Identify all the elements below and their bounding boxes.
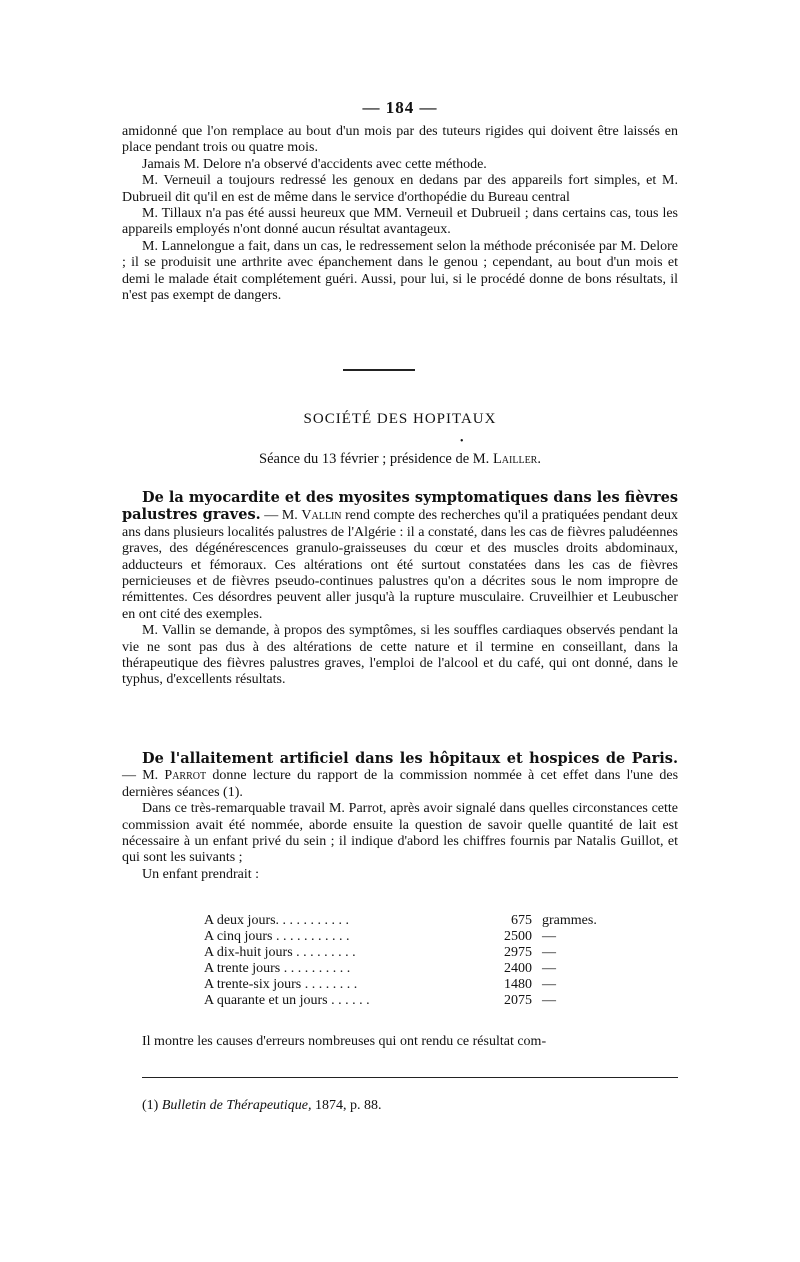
paragraph-tillaux: M. Tillaux n'a pas été aussi heureux que MM. Verneuil et Dubrueil ; dans certains cas, tous les appareils employés n'ont donné aucun résultat avantageux. (122, 206, 678, 238)
row-label: A quarante et un jours . . . . . . (204, 993, 370, 1008)
row-unit: — (542, 961, 556, 976)
section-myocardite (122, 490, 678, 689)
section1-paragraph-2: M. Vallin se demande, à propos des symptômes, si les souffles cardiaques observés pendant la vie ne sont pas dus à des altérations de cette nature et il termine en conseillant, dans la thérapeutique des fièvres palustres graves, l'emploi de l'alcool et du café, qui ont donné, dans le typhus, d'excellents résultats. (122, 623, 678, 688)
seance-prefix: Séance du 13 février ; présidence de M. (259, 451, 490, 467)
row-unit: grammes. (542, 913, 597, 928)
row-unit: — (542, 993, 556, 1008)
footnote-divider (142, 1077, 678, 1078)
row-value: 2975 (504, 945, 532, 960)
ornament-dot: • (460, 436, 464, 447)
paragraph-lannelongue: M. Lannelongue a fait, dans un cas, le redressement selon la méthode préconisée par M. Delore ; il se produisit une arthrite avec épanchement dans le genou ; cependant, au bout d'un mois et demi le malade était complétement guéri. Aussi, pour lui, si le procédé donne de bons résultats, il n'est pas exempt de dangers. (122, 238, 678, 304)
section1-paragraph-1: rend compte des recherches qu'il a pratiquées pendant deux ans dans plusieurs localités palustres de l'Algérie : il a constaté, dans les cas de fièvres paludéennes graves, des dégénérescences granulo-graisseuses du cœur et des muscles droits abdominaux, adducteurs et fémoraux. Ces altérations ont été surtout constatées dans les cas de fièvres pernicieuses et de fièvres pseudo-continues palustres qu'on a décrites sous le nom impropre de rémittentes. Ces désordres peuvent aller jusqu'à la rupture musculaire. Cruveilhier et Leubuscher en ont cité des exemples. (122, 508, 678, 622)
section2-paragraph-2: Dans ce très-remarquable travail M. Parrot, après avoir signalé dans quelles circonstances cette commission avait été nommée, aborde ensuite la question de savoir quelle quantité de lait est nécessaire à un enfant privé du sein ; il indique d'abord les chiffres fournis par Natalis Guillot, et qui sont les suivants ; (122, 801, 678, 866)
row-value: 1480 (504, 977, 532, 992)
paragraph-continuation: amidonné que l'on remplace au bout d'un mois par des tuteurs rigides qui doivent être laissés en place pendant trois ou quatre mois. (122, 124, 678, 156)
section-heading-myocardite: De la myocardite et des myosites symptomatiques dans les fièvres palustres graves. (122, 489, 678, 524)
row-label: A deux jours. . . . . . . . . . . (204, 913, 350, 928)
seance-president: Lailler (492, 451, 538, 467)
section-divider (343, 369, 415, 371)
page-number: — 184 — (362, 98, 438, 117)
row-unit: — (542, 929, 556, 944)
section2-intro: — M. (122, 768, 159, 784)
seance-line: Séance du 13 février ; présidence de M. Lailler. (259, 451, 541, 467)
row-value: 2500 (504, 929, 532, 944)
footnote-number: (1) (142, 1098, 159, 1113)
society-title: SOCIÉTÉ DES HOPITAUX (303, 411, 497, 427)
section-heading-allaitement: De l'allaitement artificiel dans les hôpitaux et hospices de Paris. (142, 750, 678, 767)
row-label: A cinq jours . . . . . . . . . . . (204, 929, 350, 944)
row-unit: — (542, 945, 556, 960)
paragraph-verneuil: M. Verneuil a toujours redressé les genoux en dedans par des appareils fort simples, et M. Dubrueil dit qu'il en est de même dans le service d'orthopédie du Bureau central (122, 173, 678, 205)
top-text-block (122, 124, 678, 304)
speaker-parrot: Parrot (164, 768, 207, 784)
speaker-vallin: Vallin (301, 508, 342, 524)
section2-paragraph-1: donne lecture du rapport de la commission nommée à cet effet dans l'une des dernières séances (1). (122, 768, 679, 800)
footnote-ref: 1874, p. 88. (315, 1098, 382, 1113)
row-label: A dix-huit jours . . . . . . . . . (204, 945, 356, 960)
section1-intro: — M. (260, 508, 298, 524)
row-label: A trente jours . . . . . . . . . . (204, 961, 351, 976)
row-value: 2400 (504, 961, 532, 976)
row-value: 675 (511, 913, 532, 928)
row-unit: — (542, 977, 556, 992)
footnote-title: Bulletin de Thérapeutique, (161, 1098, 312, 1113)
footnote (142, 1098, 382, 1114)
row-value: 2075 (504, 993, 532, 1008)
section2-paragraph-3: Un enfant prendrait : (142, 866, 260, 882)
continuation-line: Il montre les causes d'erreurs nombreuses qui ont rendu ce résultat com- (142, 1034, 547, 1049)
row-label: A trente-six jours . . . . . . . . (204, 977, 358, 992)
paragraph-delore: Jamais M. Delore n'a observé d'accidents avec cette méthode. (142, 156, 487, 172)
section-allaitement (122, 751, 678, 883)
